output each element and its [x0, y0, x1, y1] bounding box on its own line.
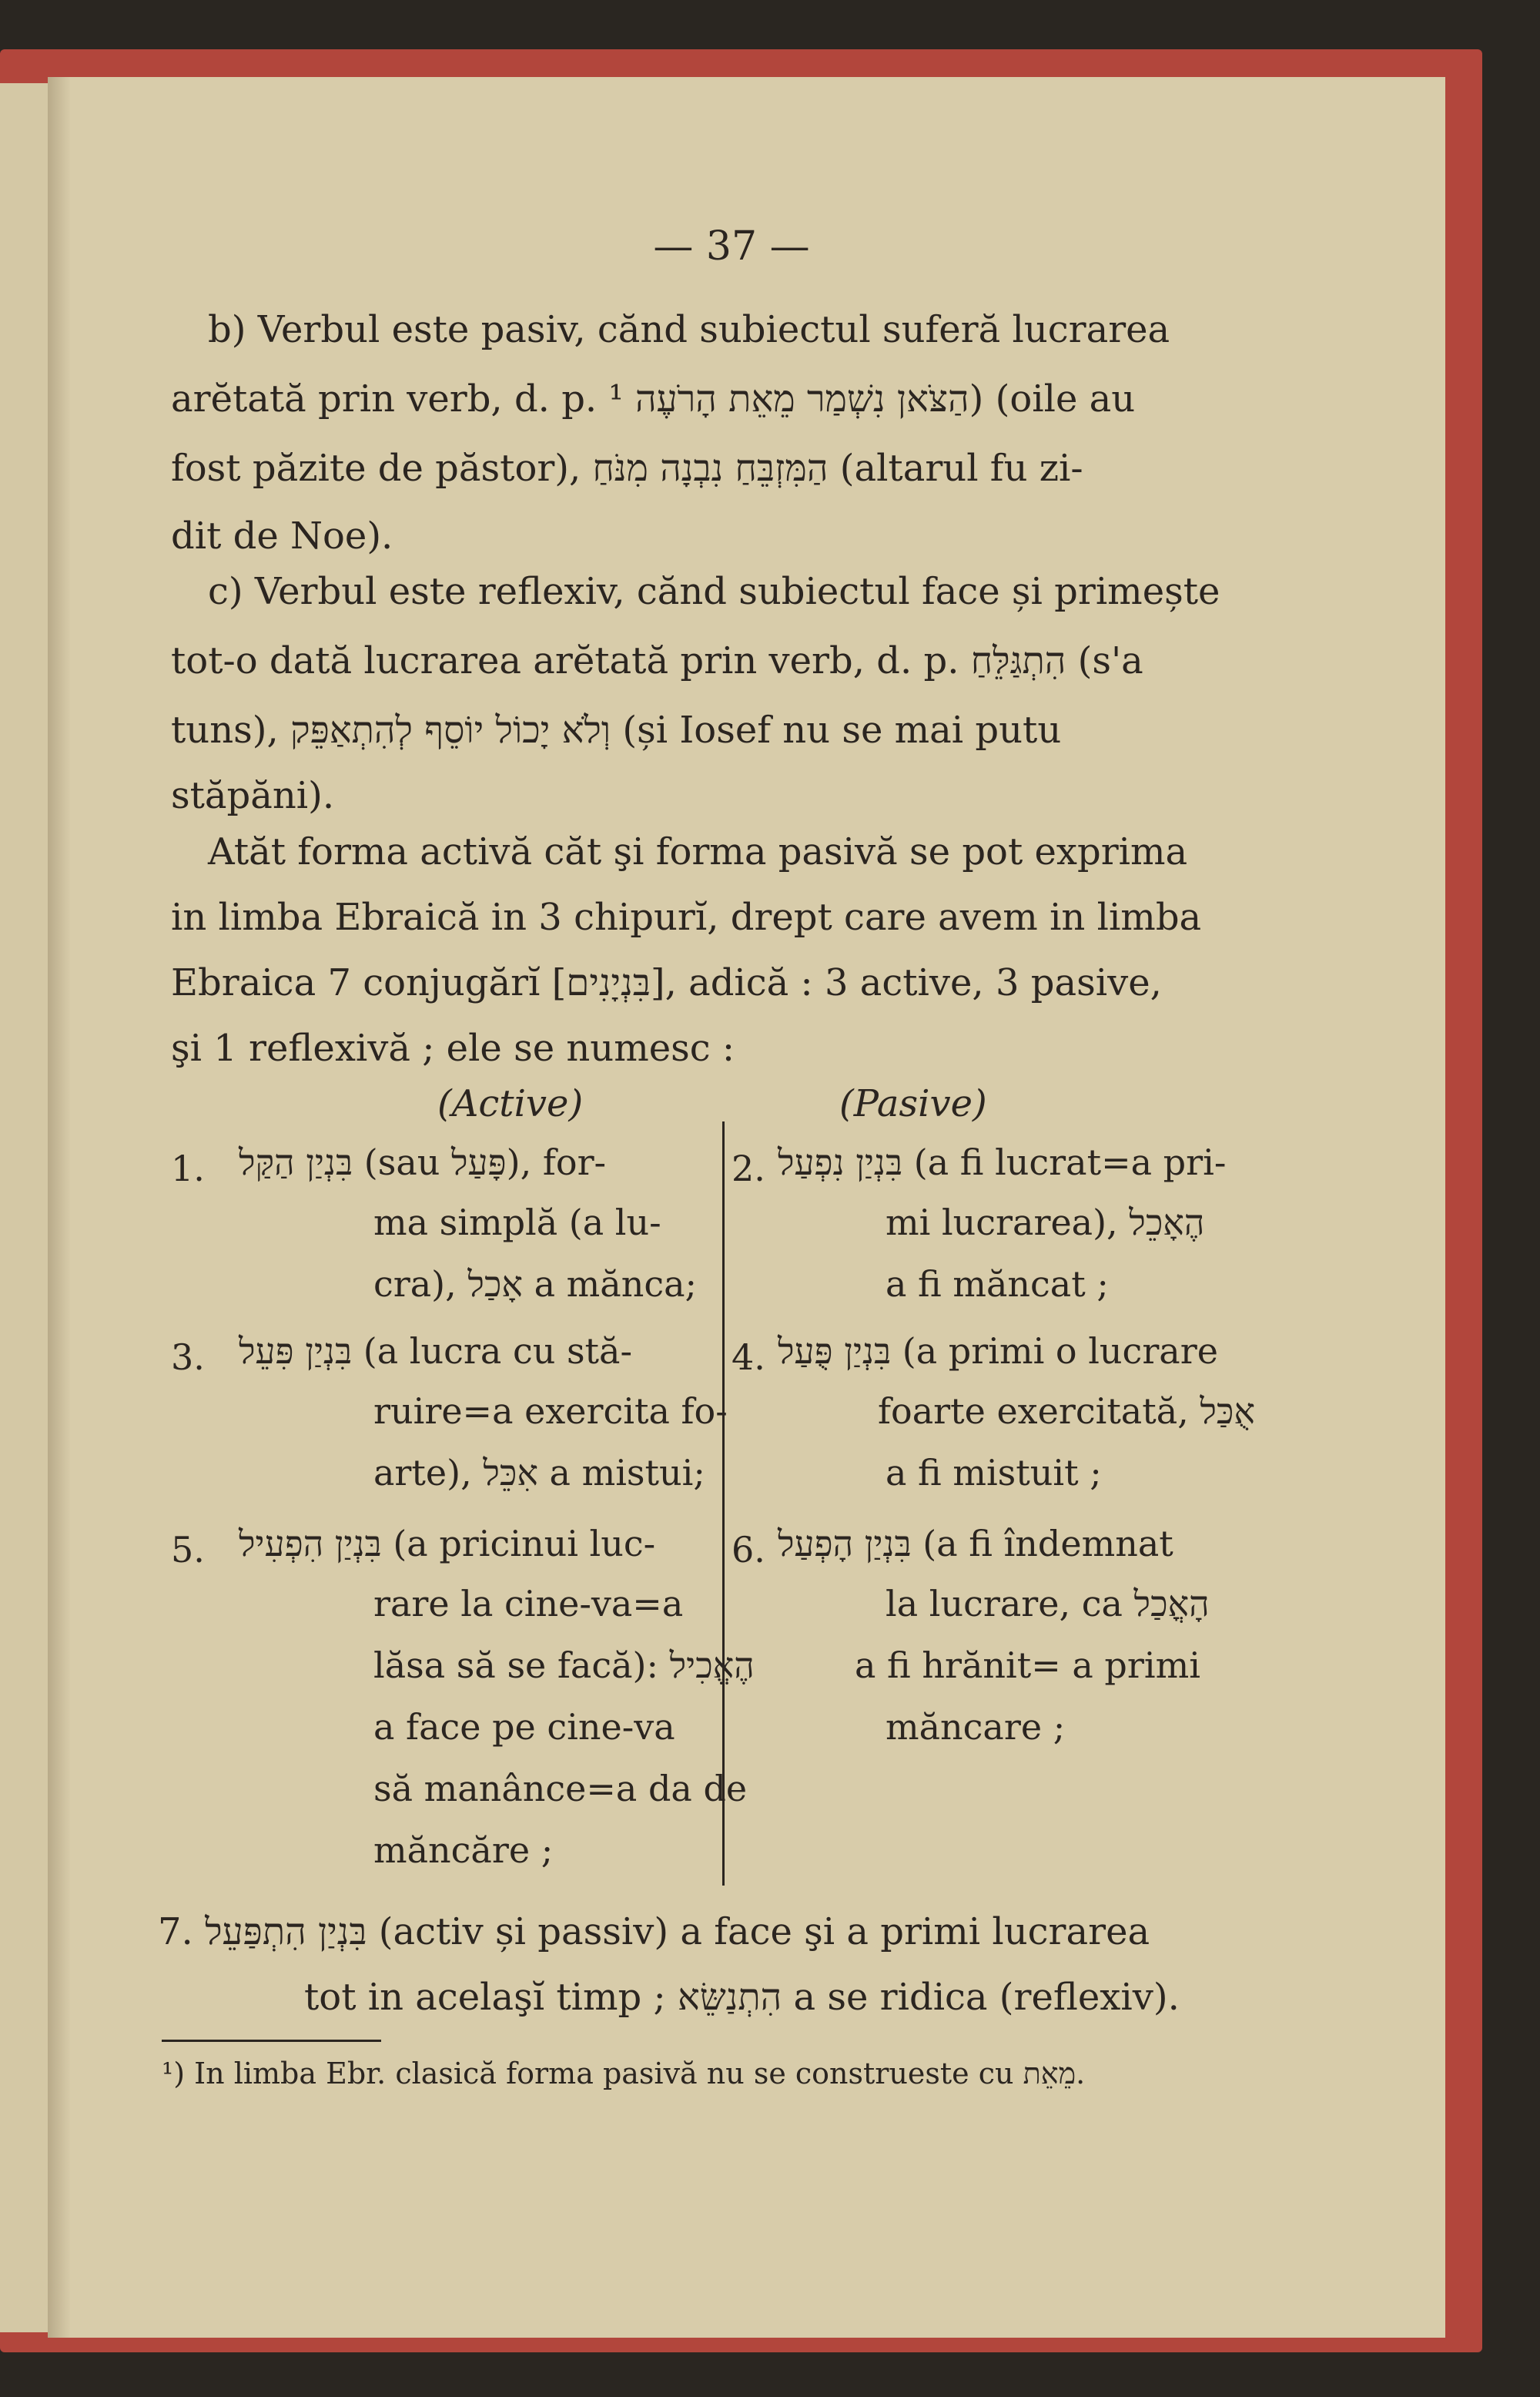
para-forms-line-1: Atăt forma activă căt şi forma pasivă se pot exprima	[208, 830, 1188, 873]
conj-4-line-1: בִּנְיַן פֻּעַל (a primi o lucrare	[778, 1330, 1218, 1372]
para-c-line-3: tuns), וְלֹא יָכוֹל יוֹסֵף לְהִתְאַפֵּק (și Iosef nu se mai putu	[171, 709, 1062, 752]
conj-number-3: 3.	[171, 1336, 205, 1378]
para-forms-line-3: Ebraica 7 conjugărĭ [בִּנְיָנִים], adică : 3 active, 3 pasive,	[171, 961, 1162, 1004]
previous-page-edge	[0, 83, 48, 2332]
para-c-line-2: tot-o dată lucrarea arĕtată prin verb, d. p. הִתְגַּלֵּחַ (s'a	[171, 639, 1143, 682]
conj-4-line-2: foarte exercitată, אֻכַּל	[878, 1390, 1255, 1432]
conj-5-line-6: măncăre ;	[373, 1829, 554, 1871]
conj-6-line-3: a fi hrănit= a primi	[855, 1644, 1200, 1686]
conj-2-line-2: mi lucrarea), הֶאָכֵל	[886, 1202, 1205, 1243]
conj-5-line-5: să manânce=a da de	[373, 1768, 748, 1809]
conj-5-line-2: rare la cine-va=a	[373, 1583, 684, 1624]
conj-5-line-4: a face pe cine-va	[373, 1706, 675, 1748]
conj-3-line-3: arte), אִכֵּל a mistui;	[373, 1452, 705, 1494]
conj-1-line-2: ma simplă (a lu-	[373, 1202, 661, 1243]
conj-number-2: 2.	[732, 1148, 765, 1189]
para-c-line-1: c) Verbul este reflexiv, cănd subiectul face și primește	[208, 570, 1220, 613]
conj-1-line-3: cra), אָכַל a mănca;	[373, 1263, 698, 1305]
gutter-shadow	[48, 77, 71, 2338]
para-b-line-1: b) Verbul este pasiv, cănd subiectul suferă lucrarea	[208, 308, 1170, 351]
para-forms-line-4: şi 1 reflexivă ; ele se numesc :	[171, 1027, 735, 1070]
conj-2-line-3: a fi măncat ;	[886, 1263, 1109, 1305]
conj-7-line-1: 7. בִּנְיַן הִתְפַּעֵל (activ și passiv) a face şi a primi lucrarea	[158, 1910, 1150, 1953]
footnote: ¹) In limba Ebr. clasică forma pasivă nu se construeste cu מֵאֵת.	[162, 2057, 1086, 2090]
para-b-line-2: arĕtată prin verb, d. p. הַצֹּאן נִשְׁמַר מֵאֵת הָרֹעֶה ¹) (oile au	[171, 377, 1136, 421]
para-forms-line-2: in limba Ebraică in 3 chipurĭ, drept care avem in limba	[171, 896, 1202, 939]
conj-7-line-2: tot in acelaşĭ timp ; הִתְנַשֵּׂא a se ridica (reflexiv).	[304, 1976, 1180, 2019]
conj-2-line-1: בִּנְיַן נִפְעַל (a fi lucrat=a pri-	[778, 1142, 1227, 1183]
page-number: — 37 —	[653, 223, 810, 270]
conj-5-line-3: lăsa să se facă): הֶאֱכִיל	[373, 1644, 755, 1686]
para-b-line-4: dit de Noe).	[171, 515, 393, 558]
conj-1-line-1: בִּנְיַן הַקַּל (sau פָּעַל), for-	[239, 1142, 607, 1183]
footnote-rule	[162, 2040, 381, 2042]
conj-6-line-2: la lucrare, ca הָאֳכַל	[886, 1583, 1210, 1624]
conj-3-line-1: בִּנְיַן פִּעֵל (a lucra cu stă-	[239, 1330, 633, 1372]
conj-number-1: 1.	[171, 1148, 205, 1189]
conj-3-line-2: ruire=a exercita fo-	[373, 1390, 728, 1432]
conj-5-line-1: בִּנְיַן הִפְעִיל (a pricinui luc-	[239, 1523, 656, 1564]
para-c-line-4: stăpăni).	[171, 774, 335, 817]
conj-6-line-4: măncare ;	[886, 1706, 1066, 1748]
conj-number-5: 5.	[171, 1529, 205, 1571]
conj-4-line-3: a fi mistuit ;	[886, 1452, 1102, 1494]
conj-number-4: 4.	[732, 1336, 765, 1378]
para-b-line-3: fost păzite de păstor), הַמִּזְבֵּחַ נִבְנָה מִנֹּחַ (altarul fu zi-	[171, 447, 1083, 490]
conj-number-6: 6.	[732, 1529, 765, 1571]
header-active: (Active)	[437, 1082, 584, 1125]
header-pasive: (Pasive)	[839, 1082, 987, 1125]
conj-6-line-1: בִּנְיַן הָפְעַל (a fi îndemnat	[778, 1523, 1173, 1564]
